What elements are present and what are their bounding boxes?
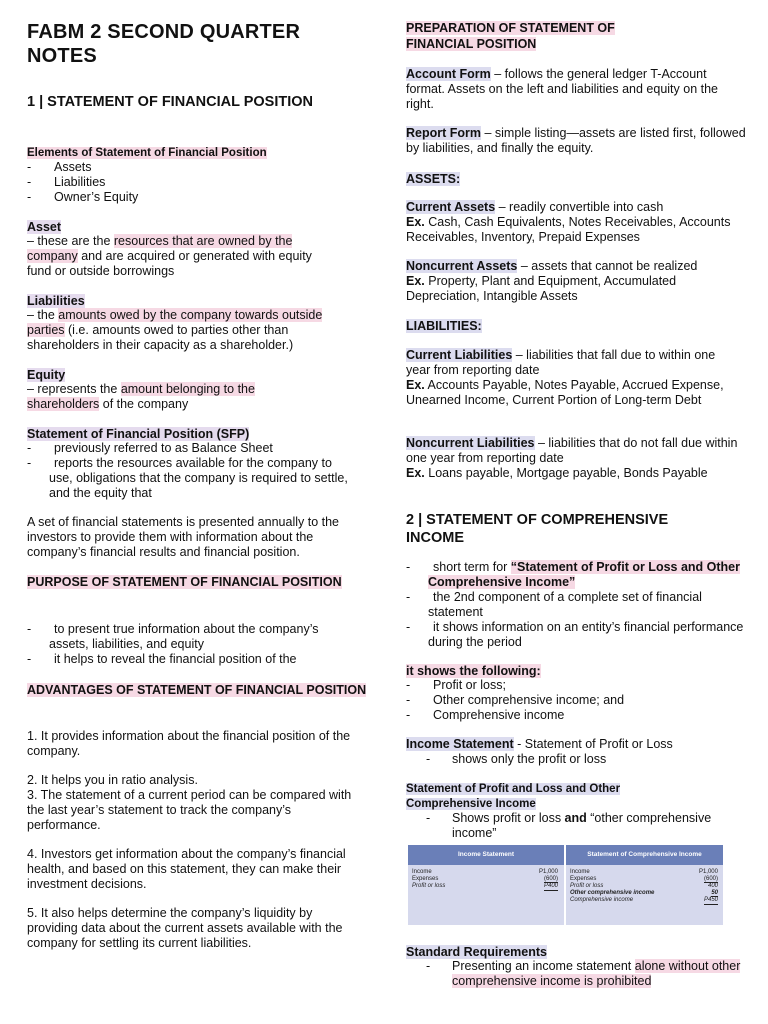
- spl-heading: Statement of Profit and Loss and Other Comprehensive Income: [406, 783, 621, 810]
- table-row: Expenses (600): [412, 875, 558, 882]
- table-row: Income P1,000: [412, 869, 558, 875]
- liabilities-heading: LIABILITIES:: [406, 319, 482, 333]
- advantage-5: 5. It also helps determine the company’s liquidity by providing data about the current assets available with the company for settling its current liabilities.: [27, 906, 343, 950]
- current-assets-text: Current Assets – readily convertible into cash Ex. Cash, Cash Equivalents, Notes Receivables, Accounts Receivables, Inventory, Prepaid Expenses: [406, 200, 731, 244]
- section-2-heading: 2 | STATEMENT OF COMPREHENSIVE INCOME: [406, 512, 669, 546]
- advantage-1: 1. It provides information about the financial position of the company.: [27, 729, 351, 758]
- shows-list: [406, 678, 624, 723]
- liabilities-definition: – the amounts owed by the company towards outside parties (i.e. amounts owed to parties other than shareholders in their capacity as a shareholder.): [27, 308, 323, 352]
- standard-requirement-item: - Presenting an income statement alone without other comprehensive income is prohibited: [426, 959, 741, 988]
- income-statement-item: - shows only the profit or loss: [426, 752, 607, 766]
- table-divider: [564, 845, 566, 925]
- sfp-list: [27, 441, 357, 501]
- list-item: - it shows information on an entity’s financial performance during the period: [406, 620, 744, 649]
- list-item: - the 2nd component of a complete set of financial statement: [406, 590, 702, 619]
- list-item: - short term for “Statement of Profit or Loss and Other Comprehensive Income”: [406, 560, 740, 589]
- document-title: FABM 2 SECOND QUARTER NOTES: [27, 21, 301, 67]
- table-header-income-statement: Income Statement: [408, 845, 564, 865]
- income-statement-text: Income Statement - Statement of Profit or Loss: [406, 737, 673, 751]
- list-item: - to present true information about the company’s assets, liabilities, and equity: [27, 622, 319, 651]
- table-row: Profit or loss 400: [570, 883, 718, 889]
- elements-heading-text: Elements of Statement of Financial Position: [27, 147, 267, 159]
- noncurrent-liabilities-text: Noncurrent Liabilities – liabilities that do not fall due within one year from reporting date Ex. Loans payable, Mortgage payable, Bonds Payable: [406, 436, 738, 480]
- income-statement-comparison-table: [408, 845, 723, 925]
- section-1-heading: 1 | STATEMENT OF FINANCIAL POSITION: [27, 94, 314, 110]
- asset-term: Asset: [27, 220, 62, 234]
- list-item: - previously referred to as Balance Sheet: [27, 441, 273, 455]
- list-item: - Other comprehensive income; and: [406, 693, 625, 707]
- list-item: - it helps to reveal the financial position of the: [27, 652, 297, 666]
- table-row: Profit or loss P400: [412, 883, 558, 889]
- advantage-2: 2. It helps you in ratio analysis.: [27, 773, 198, 787]
- table-right-rows: [570, 869, 718, 905]
- list-item: - Comprehensive income: [406, 708, 565, 722]
- table-row: Income P1,000: [570, 869, 718, 875]
- table-row: Comprehensive income P450: [570, 897, 718, 903]
- list-item: - Profit or loss;: [406, 678, 506, 692]
- table-row: Other comprehensive income 50: [570, 889, 718, 896]
- equity-term: Equity: [27, 368, 66, 382]
- sfp-heading: Statement of Financial Position (SFP): [27, 427, 250, 441]
- asset-definition: – these are the resources that are owned by the company and are acquired or generated with equity fund or outside borrowings: [27, 234, 312, 278]
- elements-heading: [27, 145, 267, 161]
- table-left-rows: [412, 869, 558, 891]
- noncurrent-assets-text: Noncurrent Assets – assets that cannot be realized Ex. Property, Plant and Equipment, Accumulated Depreciation, Intangible Assets: [406, 259, 698, 303]
- purpose-heading: PURPOSE OF STATEMENT OF FINANCIAL POSITION: [27, 575, 342, 589]
- preparation-heading: PREPARATION OF STATEMENT OF FINANCIAL POSITION: [406, 21, 615, 51]
- account-form-text: Account Form – follows the general ledger T-Account format. Assets on the left and liabilities and equity on the right.: [406, 67, 718, 111]
- spl-item: - Shows profit or loss and “other comprehensive income”: [426, 811, 712, 840]
- advantage-4: 4. Investors get information about the company’s financial health, and based on this statement, they can make their investment decisions.: [27, 847, 346, 891]
- list-item: - Liabilities: [27, 175, 106, 189]
- standard-requirements-heading: Standard Requirements: [406, 945, 548, 959]
- list-item: - Assets: [27, 160, 92, 174]
- table-header-comprehensive-income: Statement of Comprehensive Income: [566, 845, 723, 865]
- list-item: - Owner’s Equity: [27, 190, 139, 204]
- assets-heading: ASSETS:: [406, 172, 461, 186]
- purpose-list: [27, 622, 357, 667]
- liabilities-term: Liabilities: [27, 294, 85, 308]
- current-liabilities-text: Current Liabilities – liabilities that fall due to within one year from reporting date Ex. Accounts Payable, Notes Payable, Accrued Expense, Unearned Income, Current Portion of Long-term Debt: [406, 348, 724, 407]
- advantage-3: 3. The statement of a current period can be compared with the last year’s statement to track the company’s performance.: [27, 788, 352, 832]
- report-form-text: Report Form – simple listing—assets are listed first, followed by liabilities, and finally the equity.: [406, 126, 746, 155]
- elements-list: [27, 160, 138, 205]
- list-item: - reports the resources available for the company to use, obligations that the company is required to settle, and the equity that: [27, 456, 348, 500]
- advantages-heading: ADVANTAGES OF STATEMENT OF FINANCIAL POSITION: [27, 683, 367, 697]
- sci-list: [406, 560, 746, 650]
- shows-heading: it shows the following:: [406, 664, 541, 678]
- annual-statement-text: A set of financial statements is presented annually to the investors to provide them with information about the company’s financial results and financial position.: [27, 515, 339, 559]
- table-row: Expenses (600): [570, 875, 718, 882]
- equity-definition: – represents the amount belonging to the shareholders of the company: [27, 382, 255, 411]
